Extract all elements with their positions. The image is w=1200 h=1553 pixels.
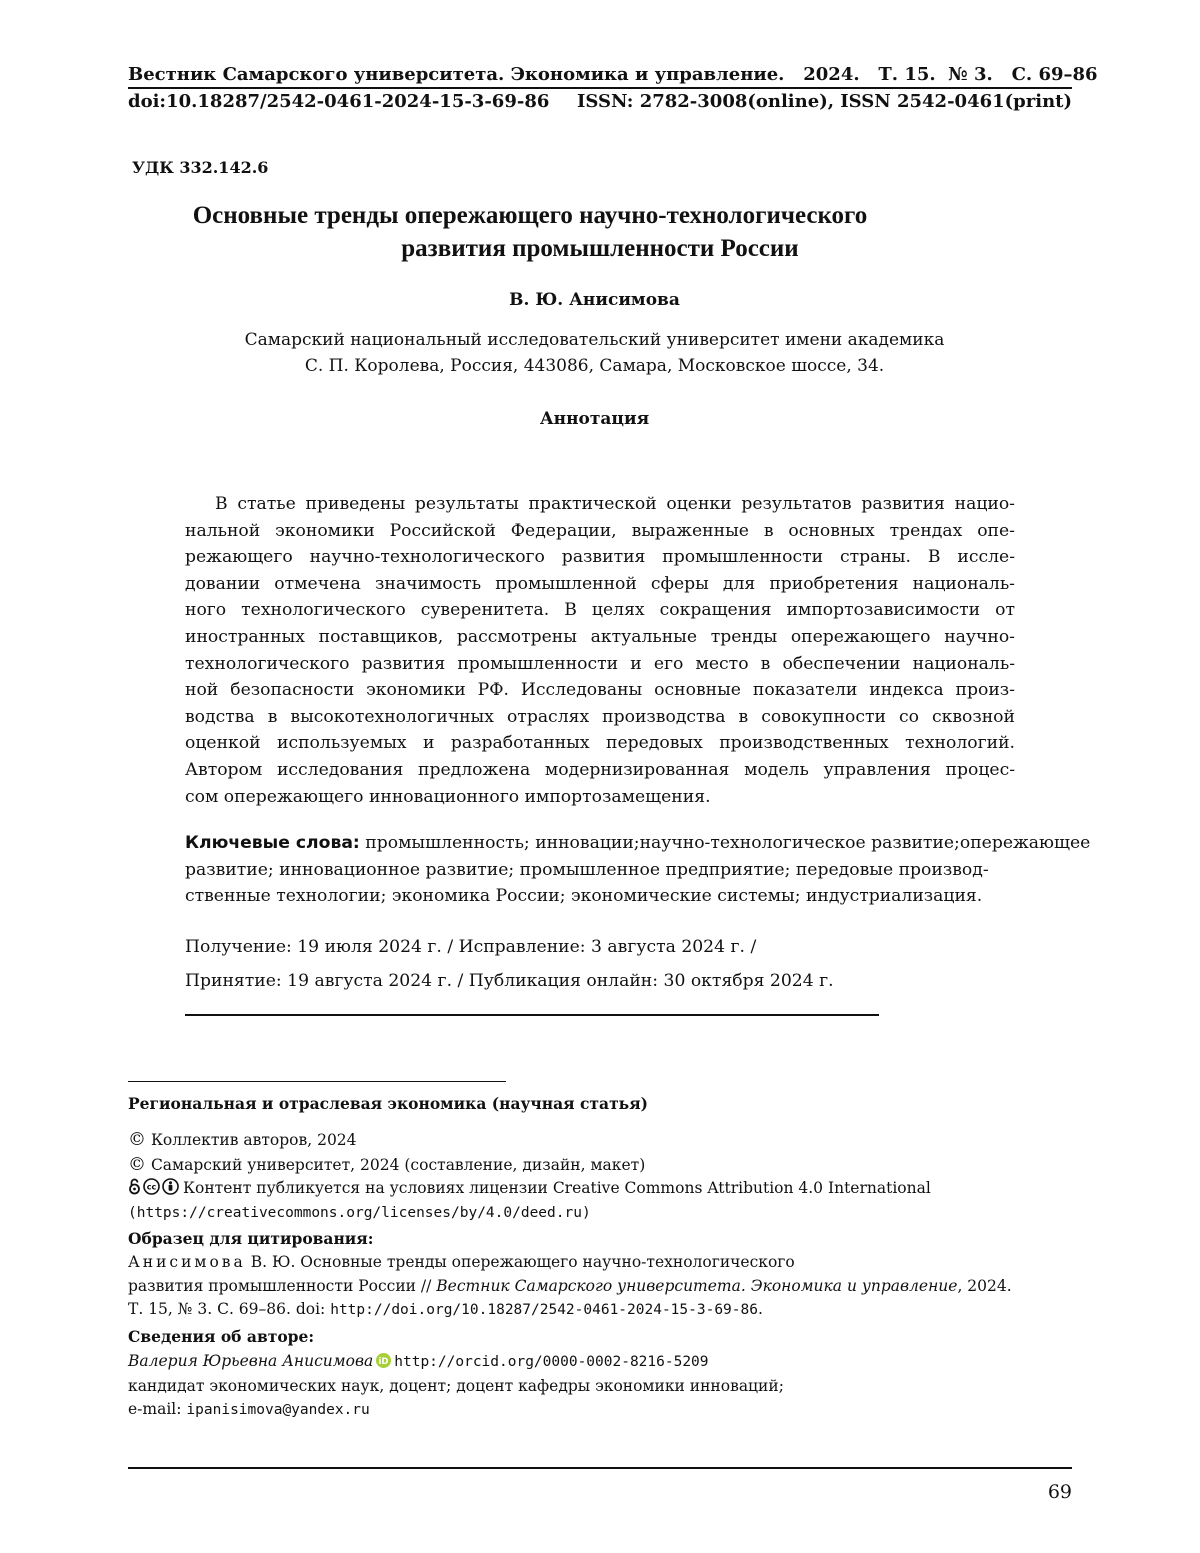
keywords-line: ственные технологии; экономика России; экономические системы; индустриализация.: [185, 886, 983, 907]
abstract-line: В статье приведены результаты практической оценки результатов развития нацио-: [215, 494, 1015, 514]
article-title: [128, 199, 1072, 265]
abstract-line: оценкой используемых и разработанных передовых производственных технологий.: [185, 733, 1015, 754]
by-icon: [162, 1178, 179, 1195]
citation-doi-link[interactable]: http://doi.org/10.18287/2542-0461-2024-15-3-69-86: [330, 1302, 758, 1318]
abstract-line: ного технологического суверенитета. В целях сокращения импортозависимости от: [185, 600, 1015, 621]
citation-text: .: [757, 1300, 763, 1318]
footer-rule: [128, 1467, 1072, 1469]
abstract-line: нальной экономики Российской Федерации, выраженные в основных трендах опе-: [185, 520, 1015, 541]
title-line: развития промышленности России: [401, 235, 799, 262]
copyright-icon: ©: [128, 1153, 146, 1175]
citation-heading: Образец для цитирования:: [128, 1229, 374, 1248]
svg-text:cc: cc: [146, 1182, 157, 1192]
udk-code: УДК 332.142.6: [132, 158, 269, 177]
abstract-heading: Аннотация: [539, 409, 650, 429]
keywords-line: развитие; инновационное развитие; промышленное предприятие; передовые производ-: [185, 859, 989, 880]
abstract-line: иностранных поставщиков, рассмотрены актуальные тренды опережающего научно-: [185, 626, 1015, 647]
orcid-icon[interactable]: [376, 1353, 391, 1368]
email-link[interactable]: ipanisimova@yandex.ru: [186, 1402, 370, 1418]
affiliation-line: Самарский национальный исследовательский университет имени академика: [244, 330, 945, 350]
email-label: e-mail:: [128, 1400, 187, 1418]
abstract-line: сом опережающего инновационного импортозамещения.: [185, 786, 711, 807]
abstract-end-rule: [185, 1014, 879, 1016]
keywords-line: промышленность; инновации;научно-технологическое развитие;опережающее: [359, 833, 1091, 853]
abstract-line: технологического развития промышленности и его место в обеспечении националь-: [185, 653, 1015, 674]
author-position: кандидат экономических наук, доцент; доцент кафедры экономики инноваций;: [128, 1376, 784, 1395]
author-full-name: Валерия Юрьевна Анисимова: [128, 1352, 374, 1370]
orcid-link[interactable]: http://orcid.org/0000-0002-8216-5209: [394, 1354, 709, 1370]
svg-text:iD: iD: [378, 1356, 389, 1367]
copyright-university: Самарский университет, 2024 (составление, дизайн, макет): [150, 1155, 646, 1174]
affiliation-line: С. П. Королева, Россия, 443086, Самара, Московское шоссе, 34.: [304, 356, 885, 376]
header-doi[interactable]: doi:10.18287/2542-0461-2024-15-3-69-86: [128, 91, 550, 112]
article-dates: [185, 930, 834, 998]
abstract-line: довании отмечена значимость промышленной сферы для приобретения националь-: [185, 573, 1015, 594]
keywords-label: Ключевые слова:: [185, 833, 360, 853]
author-info-block: [128, 1350, 784, 1423]
footnote-rule: [128, 1081, 506, 1082]
copyright-authors: Коллектив авторов, 2024: [150, 1131, 357, 1149]
abstract-line: Автором исследования предложена модернизированная модель управления процес-: [185, 759, 1015, 780]
cc-icon: [143, 1178, 160, 1195]
abstract-line: ной безопасности экономики РФ. Исследованы основные показатели индекса произ-: [185, 680, 1015, 701]
affiliation: [0, 327, 1189, 379]
title-line: Основные тренды опережающего научно-технологического: [192, 202, 868, 229]
abstract-text: [185, 491, 1015, 810]
author-name: В. Ю. Анисимова: [509, 290, 680, 310]
abstract-line: режающего научно-технологического развития промышленности страны. В иссле-: [185, 547, 1015, 568]
citation-text: развития промышленности России //: [128, 1276, 437, 1295]
page-number: 69: [1047, 1481, 1072, 1503]
open-access-icon: [128, 1178, 141, 1195]
citation-text: В. Ю. Основные тренды опережающего научно-технологического: [245, 1253, 795, 1271]
dates-line: Получение: 19 июля 2024 г. / Исправление: 3 августа 2024 г. /: [185, 937, 757, 957]
citation-block: [128, 1251, 1012, 1323]
article-section: Региональная и отраслевая экономика (научная статья): [128, 1094, 648, 1113]
header-rule: [128, 87, 1072, 89]
license-link[interactable]: (https://creativecommons.org/licenses/by/4.0/deed.ru): [128, 1204, 591, 1221]
journal-header: Вестник Самарского университета. Экономика и управление. 2024. Т. 15. № 3. С. 69–86: [128, 64, 1098, 85]
copyright-block: [128, 1128, 931, 1225]
citation-text: , 2024.: [957, 1276, 1012, 1295]
author-info-heading: Сведения об авторе:: [128, 1327, 315, 1346]
copyright-icon: ©: [128, 1129, 146, 1150]
header-issn: ISSN: 2782-3008(online), ISSN 2542-0461(print): [576, 91, 1072, 112]
abstract-line: водства в высокотехнологичных отраслях производства в совокупности со сквозной: [185, 706, 1015, 727]
citation-text: Т. 15, № 3. С. 69–86. doi:: [128, 1300, 331, 1318]
dates-line: Принятие: 19 августа 2024 г. / Публикация онлайн: 30 октября 2024 г.: [185, 971, 834, 991]
citation-author: Анисимова: [128, 1253, 246, 1271]
license-icons: [128, 1178, 179, 1195]
citation-journal: Вестник Самарского университета. Экономика и управление: [436, 1276, 958, 1295]
keywords: [185, 830, 1115, 910]
license-text: Контент публикуется на условиях лицензии Creative Commons Attribution 4.0 International: [183, 1179, 931, 1197]
